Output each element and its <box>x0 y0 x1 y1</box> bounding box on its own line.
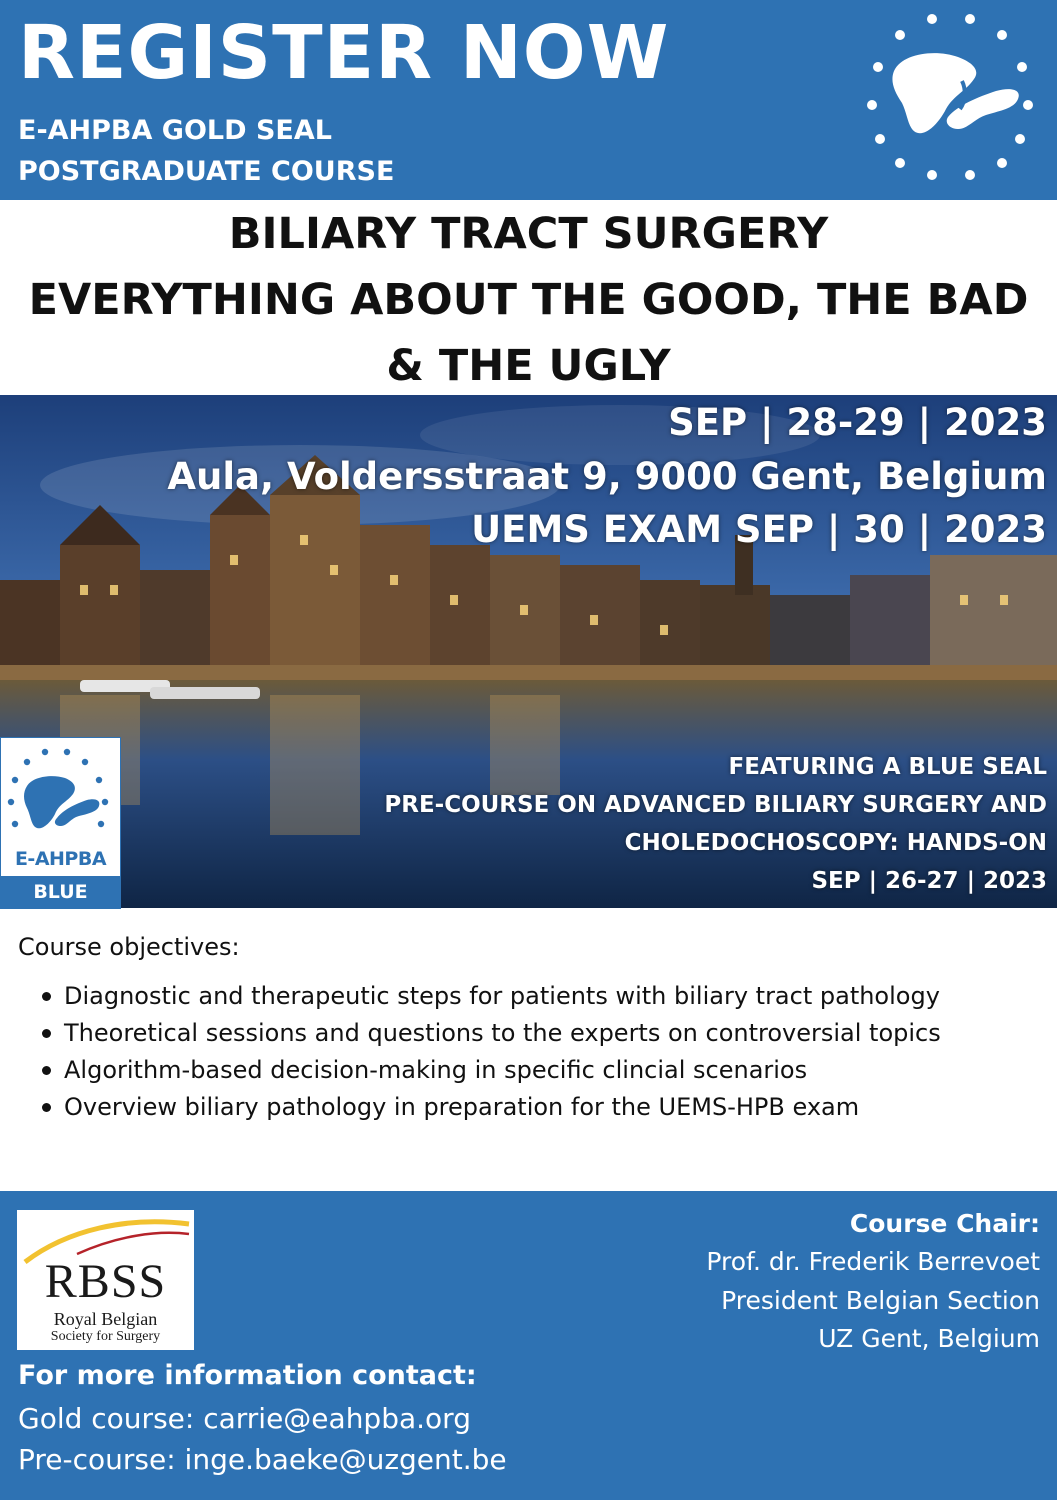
course-chair-heading: Course Chair: <box>849 1209 1040 1238</box>
objective-text: Overview biliary pathology in preparation for the UEMS-HPB exam <box>64 1093 860 1121</box>
bullet-icon <box>42 1029 51 1038</box>
objectives-heading: Course objectives: <box>18 933 240 961</box>
objective-text: Algorithm-based decision-making in specific clincial scenarios <box>64 1056 808 1084</box>
course-chair-affiliation: UZ Gent, Belgium <box>818 1324 1040 1353</box>
precourse-line2: PRE-COURSE ON ADVANCED BILIARY SURGERY AND <box>384 792 1047 818</box>
rbss-name-line1: Royal Belgian <box>53 1309 158 1329</box>
blue-seal-band: BLUE <box>1 876 120 908</box>
course-title-line1: BILIARY TRACT SURGERY <box>228 209 829 259</box>
liver-pancreas-stars-logo-icon <box>862 5 1040 185</box>
precourse-line1: FEATURING A BLUE SEAL <box>728 754 1047 780</box>
objectives-list <box>42 978 941 1126</box>
precourse-line3: CHOLEDOCHOSCOPY: HANDS-ON <box>624 830 1047 856</box>
blue-seal-liver-icon <box>1 738 120 848</box>
event-dates: SEP | 28-29 | 2023 <box>668 401 1047 444</box>
objective-item <box>42 1015 941 1052</box>
bullet-icon <box>42 992 51 1001</box>
event-venue: Aula, Voldersstraat 9, 9000 Gent, Belgium <box>167 455 1047 498</box>
rbss-name-line2: Society for Surgery <box>50 1329 161 1344</box>
gold-course-contact-link[interactable]: Gold course: carrie@eahpba.org <box>18 1402 471 1435</box>
course-title-line3: & THE UGLY <box>386 341 671 391</box>
objective-item <box>42 1089 941 1126</box>
objective-item <box>42 1052 941 1089</box>
objective-item <box>42 978 941 1015</box>
contact-heading: For more information contact: <box>18 1360 477 1391</box>
course-chair-role: President Belgian Section <box>721 1286 1040 1315</box>
pre-course-contact-link[interactable]: Pre-course: inge.baeke@uzgent.be <box>18 1443 507 1476</box>
register-now-title[interactable]: REGISTER NOW <box>18 10 670 96</box>
objective-text: Theoretical sessions and questions to the experts on controversial topics <box>64 1019 941 1047</box>
postgraduate-course-label: POSTGRADUATE COURSE <box>18 156 395 187</box>
objective-text: Diagnostic and therapeutic steps for patients with biliary tract pathology <box>64 982 940 1010</box>
bullet-icon <box>42 1103 51 1112</box>
course-chair-name: Prof. dr. Frederik Berrevoet <box>706 1247 1040 1276</box>
blue-seal-name: E-AHPBA <box>14 848 107 870</box>
blue-seal-badge <box>0 737 121 909</box>
course-title-line2: EVERYTHING ABOUT THE GOOD, THE BAD <box>28 275 1029 325</box>
gold-seal-label: E-AHPBA GOLD SEAL <box>18 115 332 146</box>
rbss-logo <box>17 1210 194 1350</box>
precourse-dates: SEP | 26-27 | 2023 <box>811 868 1047 894</box>
bullet-icon <box>42 1066 51 1075</box>
uems-exam-date: UEMS EXAM SEP | 30 | 2023 <box>471 508 1047 551</box>
rbss-abbreviation: RBSS <box>44 1255 167 1308</box>
